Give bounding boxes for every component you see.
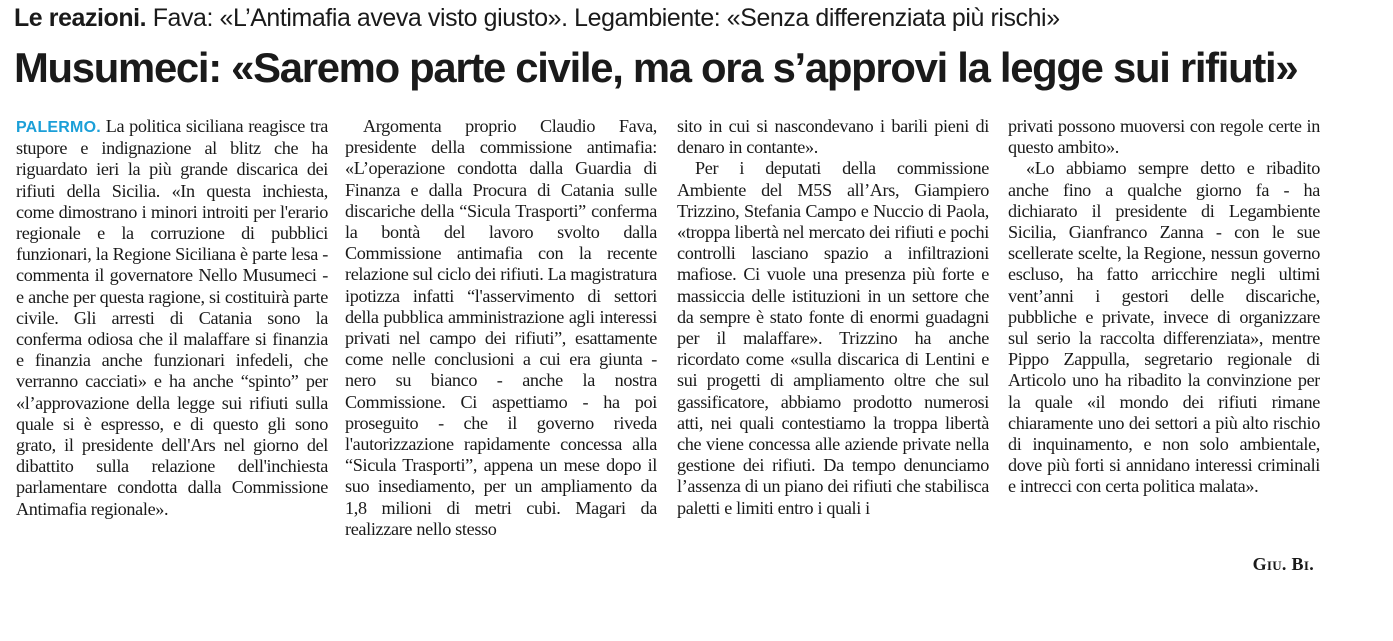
kicker-text: Fava: «L’Antimafia aveva visto giusto». Legambiente: «Senza differenziata più rischi» (152, 4, 1060, 32)
article-column-2 (345, 116, 657, 576)
column-3-paragraph: Per i deputati della commissione Ambiente del M5S all’Ars, Giampiero Trizzino, Stefania Campo e Nuccio di Paola, «troppa libertà nel mercato dei rifiuti e pochi controlli lasciano spazio a infiltrazioni mafiose. Ci vuole una presenza più forte e massiccia delle istituzioni in un settore che da sempre è stato fonte di enormi guadagni per il malaffare». Trizzino ha anche ricordato come «sulla discarica di Lentini e sui progetti di ampliamento oltre che sul gassificatore, abbiamo prodotto numerosi atti, nei quali contestiamo la troppa libertà che viene concessa alle aziende private nella gestione dei rifiuti. Da tempo denunciamo l’assenza di un piano dei rifiuti che stabilisca paletti e limiti entro i quali i (677, 158, 989, 518)
column-1-text: La politica siciliana reagisce tra stupore e indignazione al blitz che ha riguardato ieri la più grande discarica dei rifiuti della Sicilia. «In questa inchiesta, come dimostrano i minori introiti per l'erario regionale e la corruzione di pubblici funzionari, la Regione Siciliana è parte lesa - commenta il governatore Nello Musumeci - e anche per questa ragione, si costituirà parte civile. Gli arresti di Catania sono la conferma odiosa che il malaffare si finanzia e finanzia anche funzionari infedeli, che verranno cacciati» e ha anche “spinto” per «l’approvazione della legge sui rifiuti sulla quale si è espresso, e di questo gli sono grato, il presidente dell'Ars nel giorno del dibattito sulla relazione dell'inchiesta parlamentare condotta dalla Commissione Antimafia regionale». (16, 116, 328, 519)
kicker-label: Le reazioni. (14, 4, 147, 32)
kicker-line (14, 2, 1379, 34)
column-3-continuation: sito in cui si nascondevano i barili pieni di denaro in contante». (677, 116, 989, 158)
headline: Musumeci: «Saremo parte civile, ma ora s’approvi la legge sui rifiuti» (14, 44, 1298, 91)
column-4-paragraph: «Lo abbiamo sempre detto e ribadito anche fino a qualche giorno fa - ha dichiarato il presidente di Legambiente Sicilia, Gianfranco Zanna - con le sue scellerate scelte, la Regione, nessun governo escluso, ha fatto arricchire negli ultimi vent’anni i gestori delle discariche, pubbliche e private, invece di organizzare sul serio la raccolta differenziata», mentre Pippo Zappulla, segretario regionale di Articolo uno ha ribadito la convinzione per la quale «il mondo dei rifiuti rimane chiaramente uno dei settori a più alto rischio di inquinamento, e non solo ambientale, dove più forti si annidano interessi criminali e intrecci con certa politica malata». (1008, 158, 1320, 497)
article-column-3 (677, 116, 989, 576)
column-4-continuation: privati possono muoversi con regole certe in questo ambito». (1008, 116, 1320, 158)
column-2-text: Argomenta proprio Claudio Fava, presidente della commissione antimafia: «L’operazione condotta dalla Guardia di Finanza e dalla Procura di Catania sulle discariche della “Sicula Trasporti” conferma la bontà del lavoro svolto dalla Commissione antimafia con la recente relazione sul ciclo dei rifiuti. La magistratura ipotizza infatti “l'asservimento di settori della pubblica amministrazione agli interessi privati nel campo dei rifiuti”, esattamente come nelle conclusioni a cui era giunta - nero su bianco - anche la nostra Commissione. Ci aspettiamo - ha poi proseguito - che il governo riveda l'autorizzazione rapidamente concessa alla “Sicula Trasporti”, appena un mese dopo il suo insediamento, per un ampliamento da 1,8 milioni di metri cubi. Magari da realizzare nello stesso (345, 116, 657, 539)
article-column-4 (1008, 116, 1320, 576)
author-signature: Giu. Bi. (1252, 554, 1314, 574)
dateline: PALERMO. (16, 119, 101, 136)
article-column-1 (16, 116, 328, 576)
